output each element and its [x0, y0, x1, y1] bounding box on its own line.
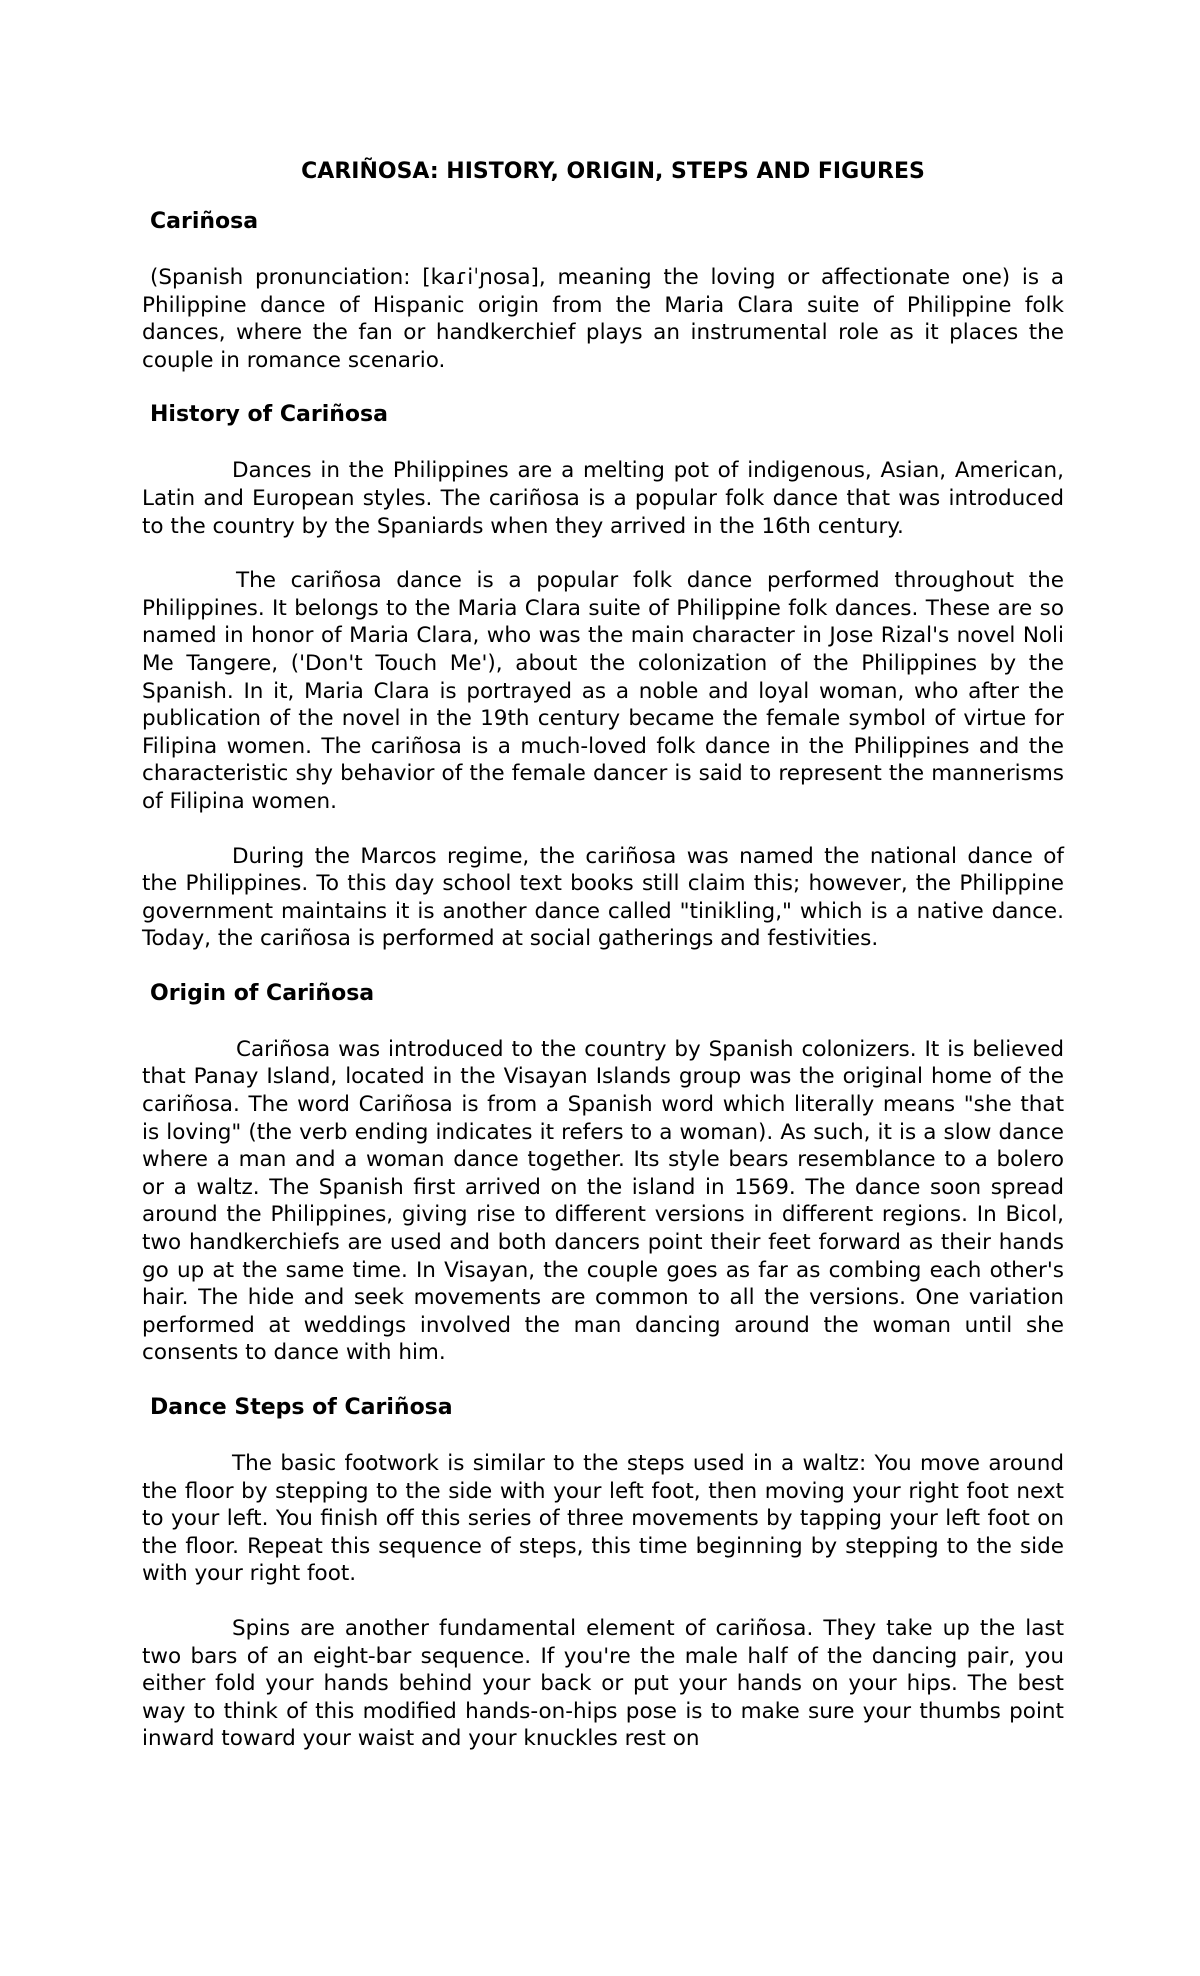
origin-paragraph: Cariñosa was introduced to the country by Spanish colonizers. It is believed that Panay Island, located in the Visayan Islands group was the original home of the cariñosa. The word Cariñosa is from a Spanish word which literally means "she that is loving" (the verb ending indicates it refers to a woman). As such, it is a slow dance where a man and a woman dance together. Its style bears resemblance to a bolero or a waltz. The Spanish first arrived on the island in 1569. The dance soon spread around the Philippines, giving rise to different versions in different regions. In Bicol, two handkerchiefs are used and both dancers point their feet forward as their hands go up at the same time. In Visayan, the couple goes as far as combing each other's hair. The hide and seek movements are common to all the versions. One variation performed at weddings involved the man dancing around the woman until she consents to dance with him. [142, 1036, 1064, 1366]
history-heading: History of Cariñosa [150, 402, 388, 428]
intro-heading: Cariñosa [150, 209, 259, 234]
steps-paragraph-2: Spins are another fundamental element of cariñosa. They take up the last two bars of an eight-bar sequence. If you're the male half of the dancing pair, you either fold your hands behind your back or put your hands on your hips. The best way to think of this modified hands-on-hips pose is to make sure your thumbs point inward toward your waist and your knuckles rest on [142, 1615, 1064, 1752]
history-paragraph-1: Dances in the Philippines are a melting pot of indigenous, Asian, American, Latin and European styles. The cariñosa is a popular folk dance that was introduced to the country by the Spaniards when they arrived in the 16th century. [142, 458, 1064, 539]
document-body [142, 158, 1064, 1780]
history-paragraph-2: The cariñosa dance is a popular folk dance performed throughout the Philippines. It belongs to the Maria Clara suite of Philippine folk dances. These are so named in honor of Maria Clara, who was the main character in Jose Rizal's novel Noli Me Tangere, ('Don't Touch Me'), about the colonization of the Philippines by the Spanish. In it, Maria Clara is portrayed as a noble and loyal woman, who after the publication of the novel in the 19th century became the female symbol of virtue for Filipina women. The cariñosa is a much-loved folk dance in the Philippines and the characteristic shy behavior of the female dancer is said to represent the mannerisms of Filipina women. [142, 568, 1064, 814]
origin-heading: Origin of Cariñosa [150, 980, 375, 1006]
history-paragraph-3: During the Marcos regime, the cariñosa was named the national dance of the Philippines. To this day school text books still claim this; however, the Philippine government maintains it is another dance called "tinikling," which is a native dance. Today, the cariñosa is performed at social gatherings and festivities. [142, 843, 1064, 952]
intro-paragraph: (Spanish pronunciation: [kaɾiˈɲosa], meaning the loving or affectionate one) is a Philippine dance of Hispanic origin from the Maria Clara suite of Philippine folk dances, where the fan or handkerchief plays an instrumental role as it places the couple in romance scenario. [142, 265, 1064, 373]
steps-paragraph-1: The basic footwork is similar to the steps used in a waltz: You move around the floor by stepping to the side with your left foot, then moving your right foot next to your left. You finish off this series of three movements by tapping your left foot on the floor. Repeat this sequence of steps, this time beginning by stepping to the side with your right foot. [142, 1451, 1064, 1587]
document-title: CARIÑOSA: HISTORY, ORIGIN, STEPS AND FIGURES [301, 159, 925, 184]
steps-heading: Dance Steps of Cariñosa [150, 1395, 453, 1420]
